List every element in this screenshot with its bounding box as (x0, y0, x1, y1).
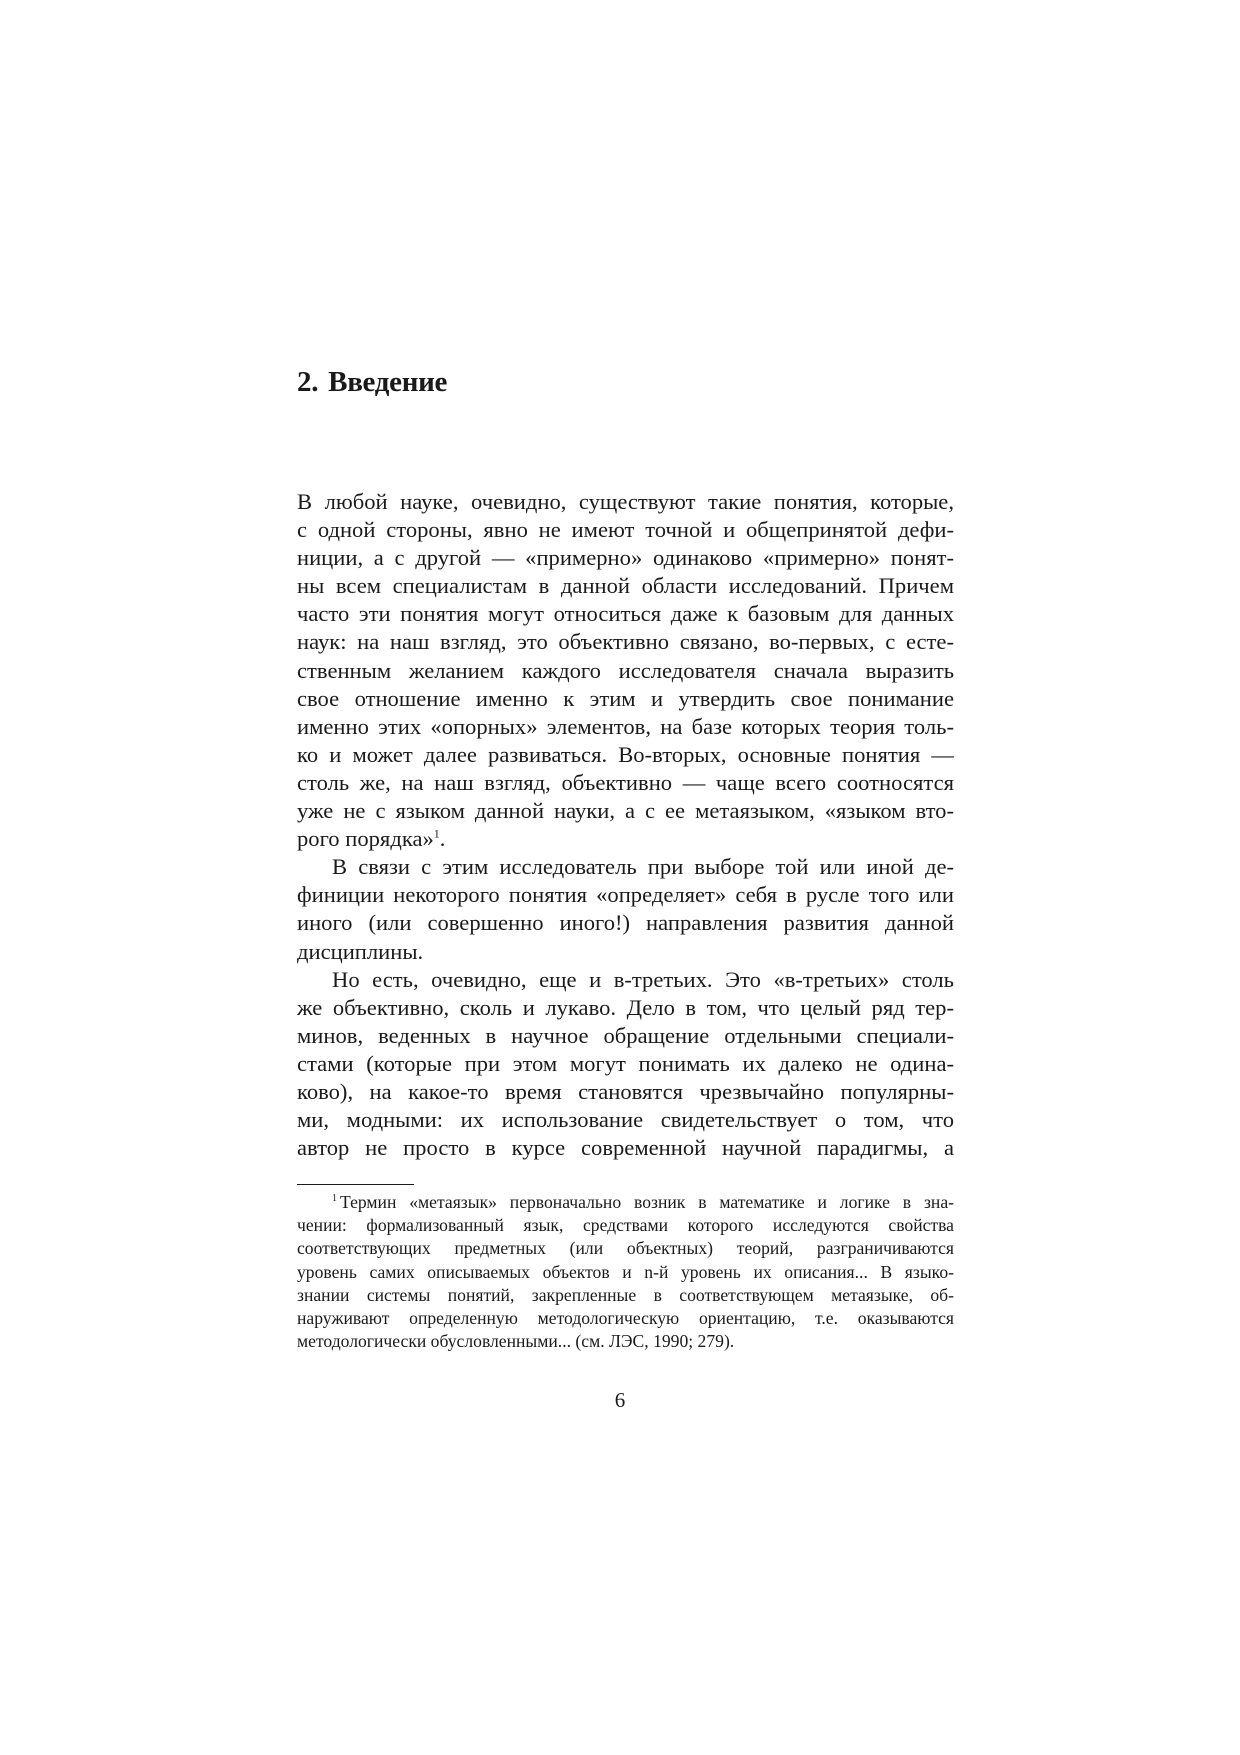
body-line: ниции, а с другой — «примерно» одинаково «примерно» понят- (297, 545, 954, 571)
body-line: именно этих «опорных» элементов, на базе которых теория толь- (297, 713, 954, 739)
body-line: часто эти понятия могут относиться даже к базовым для данных (297, 601, 954, 627)
footnote-line: чении: формализованный язык, средствами которого исследуются свойства (297, 1215, 954, 1236)
body-text (297, 488, 954, 1162)
body-line: финиции некоторого понятия «определяет» себя в русле того или (297, 882, 954, 908)
body-line: же объективно, сколь и лукаво. Дело в том, что целый ряд тер- (297, 994, 954, 1020)
footnote-line (297, 1191, 954, 1214)
footnote-line: знании системы понятий, закрепленные в соответствующем метаязыке, об- (297, 1284, 954, 1305)
body-line: уже не с языком данной науки, а с ее метаязыком, «языком вто- (297, 798, 954, 824)
footnote (297, 1191, 954, 1353)
footnote-line-text: Термин «метаязык» первоначально возник в математике и логике в зна- (340, 1192, 954, 1212)
body-line: минов, веденных в научное обращение отдельными специали- (297, 1022, 954, 1048)
footnote-reference[interactable]: 1 (433, 826, 440, 841)
body-line: наук: на наш взгляд, это объективно связано, во-первых, с есте- (297, 629, 954, 655)
body-line: стами (которые при этом могут понимать их далеко не одина- (297, 1050, 954, 1076)
footnote-ref-trailing: . (439, 826, 446, 852)
footnote-mark: 1 (332, 1193, 337, 1205)
body-line: В любой науке, очевидно, существуют такие понятия, которые, (297, 489, 954, 514)
body-line: иного (или совершенно иного!) направления развития данной (297, 910, 954, 936)
body-line: Но есть, очевидно, еще и в-третьих. Это «в-третьих» столь (332, 966, 954, 992)
footnote-line: уровень самих описываемых объектов и n-й уровень их описания... В языко- (297, 1261, 954, 1282)
footnote-line: соответствующих предметных (или объектных) теорий, разграничиваются (297, 1238, 954, 1259)
footnote-line: наруживают определенную методологическую ориентацию, т.е. оказываются (297, 1307, 954, 1328)
body-line: столь же, на наш взгляд, объективно — чаще всего соотносятся (297, 769, 954, 795)
footnote-divider (297, 1184, 414, 1185)
body-line: дисциплины. (297, 938, 424, 964)
body-line-text: рого порядка» (297, 826, 434, 852)
body-line: ны всем специалистам в данной области исследований. Причем (297, 573, 954, 599)
chapter-number: 2. (297, 366, 319, 398)
body-line: ково), на какое-то время становятся чрезвычайно популярны- (297, 1078, 954, 1104)
chapter-heading (297, 362, 447, 402)
body-line: свое отношение именно к этим и утвердить свое понимание (297, 685, 954, 711)
body-line: с одной стороны, явно не имеют точной и общепринятой дефи- (297, 517, 954, 543)
footnote-line: методологически обусловленными... (см. ЛЭС, 1990; 279). (297, 1331, 735, 1352)
page-number: 6 (614, 1388, 626, 1412)
body-line: ко и может далее развиваться. Во-вторых, основные понятия — (297, 741, 954, 767)
body-line: ственным желанием каждого исследователя сначала выразить (297, 657, 954, 683)
body-line: ми, модными: их использование свидетельствует о том, что (297, 1107, 954, 1133)
body-line: В связи с этим исследователь при выборе той или иной де- (332, 854, 954, 880)
chapter-title: Введение (328, 366, 448, 398)
body-line-with-footnote-ref (297, 825, 954, 853)
body-line: автор не просто в курсе современной научной парадигмы, а (297, 1135, 954, 1161)
